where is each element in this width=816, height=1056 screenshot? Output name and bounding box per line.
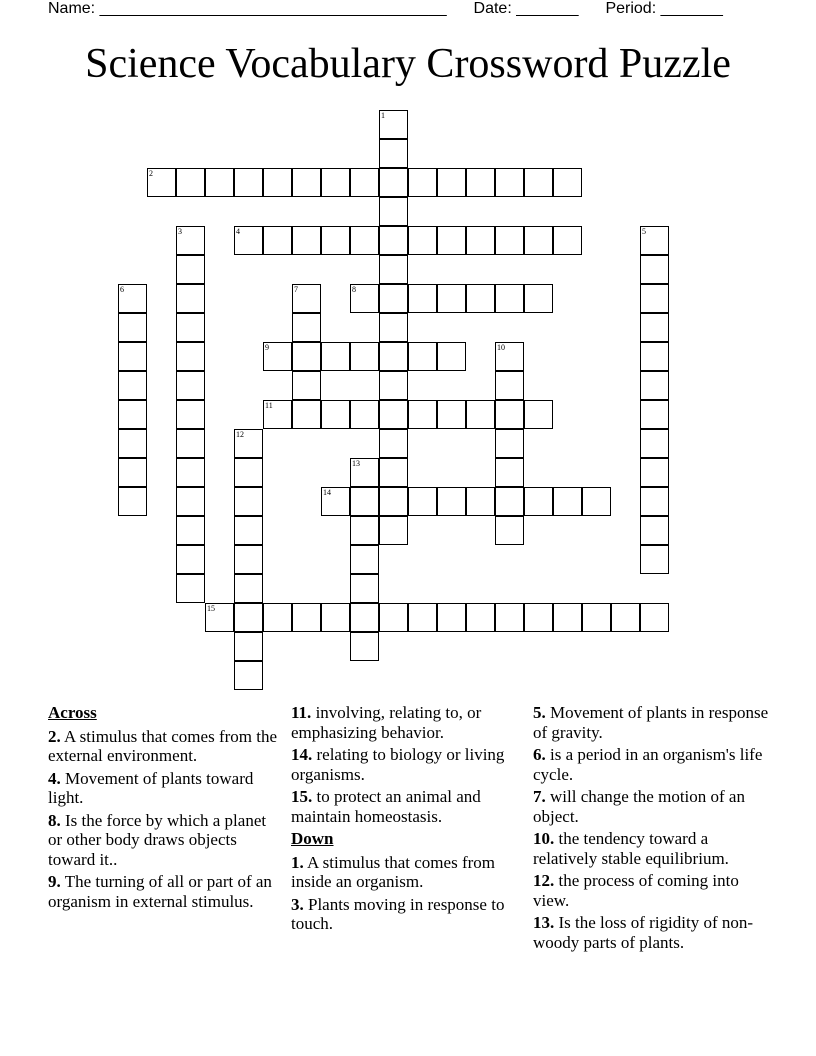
grid-cell[interactable] <box>495 226 524 255</box>
grid-cell[interactable] <box>234 545 263 574</box>
clue-number: 10 <box>497 343 505 352</box>
grid-cell[interactable] <box>263 342 292 371</box>
grid-cell[interactable] <box>495 400 524 429</box>
grid-cell[interactable] <box>263 168 292 197</box>
grid-cell[interactable] <box>408 603 437 632</box>
grid-cell[interactable] <box>640 458 669 487</box>
grid-cell[interactable] <box>379 226 408 255</box>
grid-cell[interactable] <box>234 516 263 545</box>
clues-column-2 <box>291 703 523 937</box>
grid-cell[interactable] <box>379 342 408 371</box>
grid-cell[interactable] <box>408 284 437 313</box>
grid-cell[interactable] <box>176 400 205 429</box>
grid-cell[interactable] <box>118 342 147 371</box>
grid-cell[interactable] <box>437 487 466 516</box>
clue-down-10: 10. the tendency toward a relatively stable equilibrium. <box>533 829 729 868</box>
name-blank[interactable]: _______________________________________ <box>99 0 447 17</box>
clue-number: 14 <box>323 488 331 497</box>
grid-cell[interactable] <box>524 284 553 313</box>
grid-cell[interactable] <box>321 487 350 516</box>
grid-cell[interactable] <box>147 168 176 197</box>
clue-number: 3 <box>178 227 182 236</box>
grid-cell[interactable] <box>263 603 292 632</box>
grid-cell[interactable] <box>176 458 205 487</box>
grid-cell[interactable] <box>466 487 495 516</box>
grid-cell[interactable] <box>176 429 205 458</box>
grid-cell[interactable] <box>408 342 437 371</box>
grid-cell[interactable] <box>640 342 669 371</box>
grid-cell[interactable] <box>553 226 582 255</box>
clue-number: 1 <box>381 111 385 120</box>
grid-cell[interactable] <box>350 226 379 255</box>
grid-cell[interactable] <box>263 400 292 429</box>
grid-cell[interactable] <box>379 168 408 197</box>
grid-cell[interactable] <box>553 603 582 632</box>
clue-across-14: 14. relating to biology or living organisms. <box>291 745 505 784</box>
grid-cell[interactable] <box>495 284 524 313</box>
grid-cell[interactable] <box>118 487 147 516</box>
clue-down-5: 5. Movement of plants in response of gravity. <box>533 703 769 742</box>
clue-number: 8 <box>352 285 356 294</box>
grid-cell[interactable] <box>176 545 205 574</box>
grid-cell[interactable] <box>350 168 379 197</box>
clue-across-11: 11. involving, relating to, or emphasizing behavior. <box>291 703 482 742</box>
page-title: Science Vocabulary Crossword Puzzle <box>85 41 731 87</box>
clue-across-15: 15. to protect an animal and maintain homeostasis. <box>291 787 481 826</box>
grid-cell[interactable] <box>466 603 495 632</box>
grid-cell[interactable] <box>466 168 495 197</box>
grid-cell[interactable] <box>350 603 379 632</box>
grid-cell[interactable] <box>350 545 379 574</box>
grid-cell[interactable] <box>292 313 321 342</box>
grid-cell[interactable] <box>292 284 321 313</box>
grid-cell[interactable] <box>553 168 582 197</box>
grid-cell[interactable] <box>379 487 408 516</box>
grid-cell[interactable] <box>640 516 669 545</box>
grid-cell[interactable] <box>524 487 553 516</box>
grid-cell[interactable] <box>118 429 147 458</box>
grid-cell[interactable] <box>640 487 669 516</box>
grid-cell[interactable] <box>176 342 205 371</box>
grid-cell[interactable] <box>524 603 553 632</box>
grid-cell[interactable] <box>524 168 553 197</box>
clue-number: 2 <box>149 169 153 178</box>
grid-cell[interactable] <box>292 342 321 371</box>
grid-cell[interactable] <box>321 342 350 371</box>
grid-cell[interactable] <box>350 516 379 545</box>
grid-cell[interactable] <box>408 226 437 255</box>
clue-number: 6 <box>120 285 124 294</box>
grid-cell[interactable] <box>495 168 524 197</box>
grid-cell[interactable] <box>234 226 263 255</box>
grid-cell[interactable] <box>118 371 147 400</box>
grid-cell[interactable] <box>640 313 669 342</box>
grid-cell[interactable] <box>234 661 263 690</box>
grid-cell[interactable] <box>495 371 524 400</box>
grid-cell[interactable] <box>118 313 147 342</box>
clue-number: 11 <box>265 401 273 410</box>
clue-across-4: 4. Movement of plants toward light. <box>48 768 254 807</box>
grid-cell[interactable] <box>379 603 408 632</box>
grid-cell[interactable] <box>234 429 263 458</box>
grid-cell[interactable] <box>582 487 611 516</box>
grid-cell[interactable] <box>234 487 263 516</box>
student-info-line <box>48 0 788 18</box>
grid-cell[interactable] <box>495 487 524 516</box>
grid-cell[interactable] <box>640 371 669 400</box>
clue-down-7: 7. will change the motion of an object. <box>533 787 745 826</box>
grid-cell[interactable] <box>553 487 582 516</box>
grid-cell[interactable] <box>292 371 321 400</box>
grid-cell[interactable] <box>350 632 379 661</box>
clue-number: 15 <box>207 604 215 613</box>
clue-across-8: 8. Is the force by which a planet or other body draws objects toward it.. <box>48 810 267 869</box>
grid-cell[interactable] <box>379 255 408 284</box>
grid-cell[interactable] <box>176 168 205 197</box>
grid-cell[interactable] <box>379 400 408 429</box>
grid-cell[interactable] <box>379 197 408 226</box>
grid-cell[interactable] <box>640 429 669 458</box>
across-heading: Across <box>48 703 97 722</box>
grid-cell[interactable] <box>466 226 495 255</box>
grid-cell[interactable] <box>176 516 205 545</box>
grid-cell[interactable] <box>234 168 263 197</box>
grid-cell[interactable] <box>495 603 524 632</box>
grid-cell[interactable] <box>640 226 669 255</box>
grid-cell[interactable] <box>408 487 437 516</box>
date-blank[interactable]: _______ <box>516 0 579 17</box>
clue-across-2: 2. A stimulus that comes from the external environment. <box>48 726 278 765</box>
grid-cell[interactable] <box>234 603 263 632</box>
period-label: Period: <box>605 0 657 17</box>
grid-cell[interactable] <box>466 284 495 313</box>
clue-across-9: 9. The turning of all or part of an organism in external stimulus. <box>48 872 272 911</box>
grid-cell[interactable] <box>611 603 640 632</box>
grid-cell[interactable] <box>350 487 379 516</box>
grid-cell[interactable] <box>379 458 408 487</box>
grid-cell[interactable] <box>524 226 553 255</box>
grid-cell[interactable] <box>379 284 408 313</box>
grid-cell[interactable] <box>640 545 669 574</box>
grid-cell[interactable] <box>379 139 408 168</box>
grid-cell[interactable] <box>408 168 437 197</box>
grid-cell[interactable] <box>379 516 408 545</box>
name-label: Name: <box>48 0 96 17</box>
grid-cell[interactable] <box>350 574 379 603</box>
grid-cell[interactable] <box>292 603 321 632</box>
clue-number: 5 <box>642 227 646 236</box>
grid-cell[interactable] <box>176 371 205 400</box>
grid-cell[interactable] <box>350 284 379 313</box>
grid-cell[interactable] <box>292 226 321 255</box>
period-blank[interactable]: _______ <box>660 0 723 17</box>
grid-cell[interactable] <box>321 603 350 632</box>
grid-cell[interactable] <box>379 110 408 139</box>
grid-cell[interactable] <box>118 284 147 313</box>
grid-cell[interactable] <box>582 603 611 632</box>
grid-cell[interactable] <box>176 284 205 313</box>
grid-cell[interactable] <box>321 168 350 197</box>
clue-down-6: 6. is a period in an organism's life cycle. <box>533 745 763 784</box>
grid-cell[interactable] <box>176 255 205 284</box>
grid-cell[interactable] <box>408 400 437 429</box>
clue-down-3: 3. Plants moving in response to touch. <box>291 894 505 933</box>
grid-cell[interactable] <box>495 429 524 458</box>
grid-cell[interactable] <box>437 284 466 313</box>
clue-number: 9 <box>265 343 269 352</box>
grid-cell[interactable] <box>292 400 321 429</box>
grid-cell[interactable] <box>495 458 524 487</box>
clue-number: 7 <box>294 285 298 294</box>
grid-cell[interactable] <box>292 168 321 197</box>
grid-cell[interactable] <box>176 487 205 516</box>
clue-number: 12 <box>236 430 244 439</box>
clue-number: 4 <box>236 227 240 236</box>
grid-cell[interactable] <box>524 400 553 429</box>
clues-column-1 <box>48 703 280 914</box>
grid-cell[interactable] <box>118 400 147 429</box>
grid-cell[interactable] <box>234 458 263 487</box>
grid-cell[interactable] <box>350 342 379 371</box>
clue-down-1: 1. A stimulus that comes from inside an organism. <box>291 852 495 891</box>
grid-cell[interactable] <box>234 574 263 603</box>
grid-cell[interactable] <box>263 226 292 255</box>
grid-cell[interactable] <box>118 458 147 487</box>
grid-cell[interactable] <box>205 168 234 197</box>
grid-cell[interactable] <box>321 226 350 255</box>
grid-cell[interactable] <box>640 255 669 284</box>
clue-down-12: 12. the process of coming into view. <box>533 871 739 910</box>
grid-cell[interactable] <box>350 400 379 429</box>
grid-cell[interactable] <box>640 603 669 632</box>
grid-cell[interactable] <box>437 226 466 255</box>
clues-column-3 <box>533 703 773 955</box>
grid-cell[interactable] <box>350 458 379 487</box>
grid-cell[interactable] <box>437 168 466 197</box>
grid-cell[interactable] <box>176 313 205 342</box>
grid-cell[interactable] <box>379 313 408 342</box>
grid-cell[interactable] <box>321 400 350 429</box>
down-heading: Down <box>291 829 334 848</box>
grid-cell[interactable] <box>437 342 466 371</box>
grid-cell[interactable] <box>176 574 205 603</box>
grid-cell[interactable] <box>176 226 205 255</box>
grid-cell[interactable] <box>437 603 466 632</box>
grid-cell[interactable] <box>495 342 524 371</box>
grid-cell[interactable] <box>379 429 408 458</box>
grid-cell[interactable] <box>379 371 408 400</box>
grid-cell[interactable] <box>466 400 495 429</box>
clue-down-13: 13. Is the loss of rigidity of non-woody parts of plants. <box>533 913 754 952</box>
grid-cell[interactable] <box>495 516 524 545</box>
grid-cell[interactable] <box>640 284 669 313</box>
date-label: Date: <box>473 0 512 17</box>
grid-cell[interactable] <box>205 603 234 632</box>
clue-number: 13 <box>352 459 360 468</box>
grid-cell[interactable] <box>234 632 263 661</box>
grid-cell[interactable] <box>640 400 669 429</box>
grid-cell[interactable] <box>437 400 466 429</box>
